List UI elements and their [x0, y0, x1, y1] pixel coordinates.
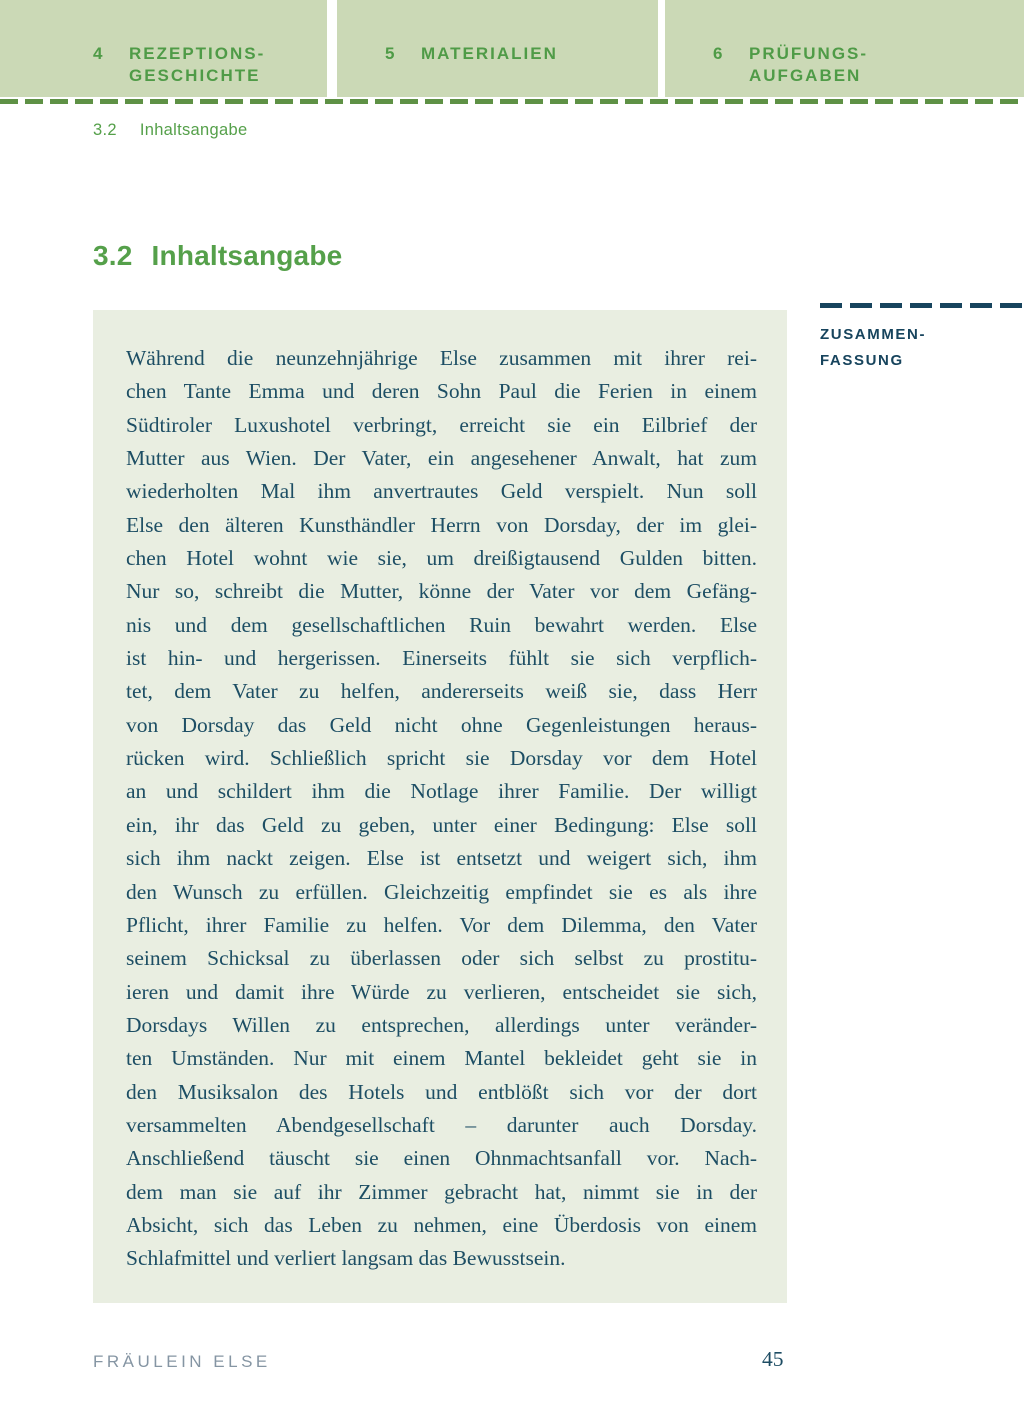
chapter-nav-box: [665, 0, 1024, 97]
chapter-number: 5: [385, 44, 397, 63]
chapter-nav-box: [0, 0, 327, 97]
summary-line: dem man sie auf ihr Zimmer gebracht hat, nimmt sie in der: [126, 1179, 757, 1204]
chapter-number: 4: [93, 44, 105, 63]
footer-book-title: FRÄULEIN ELSE: [93, 1352, 271, 1371]
summary-line: an und schildert ihm die Notlage ihrer Familie. Der willigt: [126, 779, 757, 804]
breadcrumb: [93, 121, 247, 140]
summary-line: ist hin- und hergerissen. Einerseits fühlt sie sich verpflich-: [126, 646, 757, 671]
summary-line: tet, dem Vater zu helfen, andererseits weiß sie, dass Herr: [126, 679, 757, 704]
chapter-nav-box: [337, 0, 658, 97]
margin-note-line1: ZUSAMMEN-: [820, 326, 927, 343]
breadcrumb-label: Inhaltsangabe: [139, 121, 248, 139]
dashed-divider-green: [0, 99, 1024, 104]
summary-box: [93, 310, 787, 1303]
footer-page-number: 45: [762, 1347, 784, 1371]
dashed-divider-navy: [820, 303, 1024, 308]
summary-line: rücken wird. Schließlich spricht sie Dorsday vor dem Hotel: [126, 746, 757, 771]
chapter-label: [129, 43, 265, 87]
summary-line: Südtiroler Luxushotel verbringt, erreicht sie ein Eilbrief der: [126, 412, 757, 437]
summary-line: wiederholten Mal ihm anvertrautes Geld verspielt. Nun soll: [126, 479, 757, 504]
summary-line: versammelten Abendgesellschaft – darunter auch Dorsday.: [126, 1112, 757, 1137]
breadcrumb-number: 3.2: [93, 121, 117, 139]
chapter-number: 6: [713, 44, 725, 63]
summary-line: Dorsdays Willen zu entsprechen, allerdings unter veränder-: [126, 1012, 757, 1037]
summary-line: Mutter aus Wien. Der Vater, ein angesehener Anwalt, hat zum: [126, 446, 757, 471]
chapter-nav: [0, 0, 1024, 97]
page-title: [93, 240, 342, 272]
summary-line: Während die neunzehnjährige Else zusammen mit ihrer rei-: [126, 346, 757, 370]
chapter-label: [421, 43, 558, 65]
page-title-number: 3.2: [93, 240, 133, 271]
margin-note-line2: FASSUNG: [820, 352, 904, 369]
chapter-label-line2: AUFGABEN: [749, 66, 862, 85]
margin-note: [820, 322, 926, 374]
summary-line: Absicht, sich das Leben zu nehmen, eine Überdosis von einem: [126, 1212, 757, 1237]
chapter-label: [749, 43, 868, 87]
summary-line: ten Umständen. Nur mit einem Mantel bekleidet geht sie in: [126, 1046, 757, 1071]
summary-line: seinem Schicksal zu überlassen oder sich selbst zu prostitu-: [126, 946, 757, 971]
summary-line: chen Hotel wohnt wie sie, um dreißigtausend Gulden bitten.: [126, 546, 757, 571]
page-title-text: Inhaltsangabe: [151, 240, 343, 271]
summary-line: Pflicht, ihrer Familie zu helfen. Vor dem Dilemma, den Vater: [126, 912, 757, 937]
chapter-label-line1: MATERIALIEN: [421, 44, 558, 63]
summary-line: Anschließend täuscht sie einen Ohnmachtsanfall vor. Nach-: [126, 1146, 757, 1171]
summary-line: ieren und damit ihre Würde zu verlieren, entscheidet sie sich,: [126, 979, 757, 1004]
chapter-label-line1: PRÜFUNGS-: [749, 44, 869, 63]
summary-line: Schlafmittel und verliert langsam das Bewusstsein.: [126, 1246, 566, 1271]
summary-line: Else den älteren Kunsthändler Herrn von Dorsday, der im glei-: [126, 512, 757, 537]
summary-line: Nur so, schreibt die Mutter, könne der Vater vor dem Gefäng-: [126, 579, 757, 604]
summary-line: den Wunsch zu erfüllen. Gleichzeitig empfindet sie es als ihre: [126, 879, 757, 904]
summary-line: sich ihm nackt zeigen. Else ist entsetzt und weigert sich, ihm: [126, 846, 757, 871]
summary-line: chen Tante Emma und deren Sohn Paul die Ferien in einem: [126, 379, 757, 404]
summary-line: ein, ihr das Geld zu geben, unter einer Bedingung: Else soll: [126, 812, 757, 837]
chapter-label-line1: REZEPTIONS-: [129, 44, 266, 63]
summary-line: den Musiksalon des Hotels und entblößt sich vor der dort: [126, 1079, 757, 1104]
summary-line: nis und dem gesellschaftlichen Ruin bewahrt werden. Else: [126, 612, 757, 637]
summary-line: von Dorsday das Geld nicht ohne Gegenleistungen heraus-: [126, 712, 757, 737]
chapter-label-line2: GESCHICHTE: [129, 66, 261, 85]
